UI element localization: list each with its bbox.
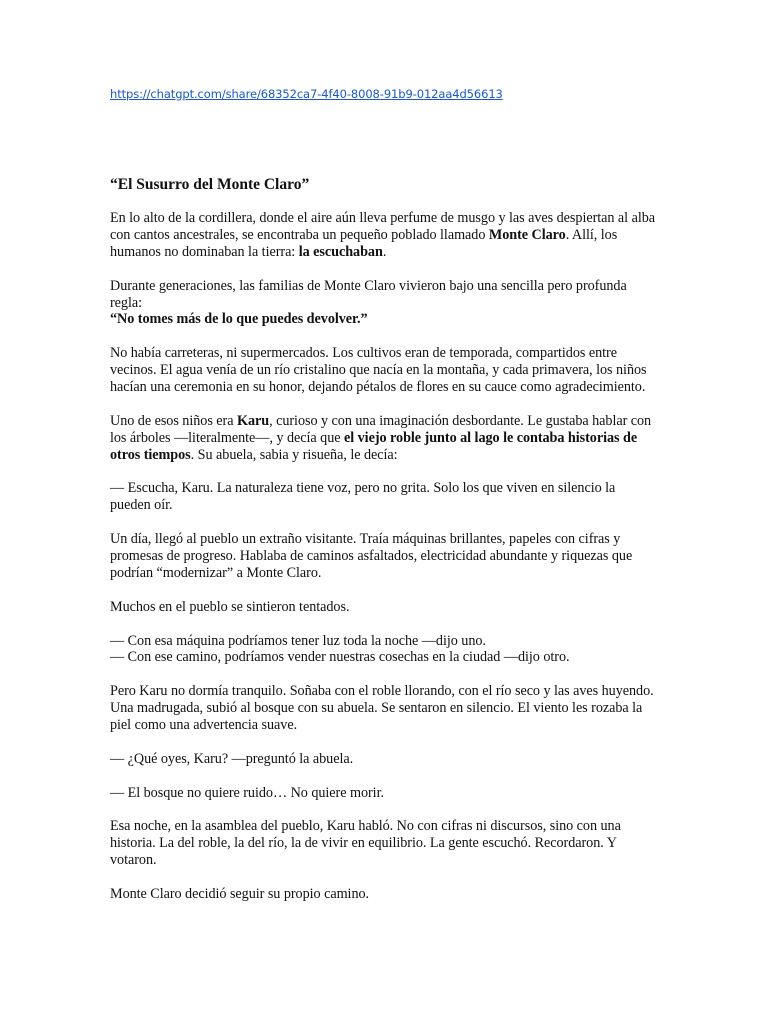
story-body <box>110 210 658 920</box>
share-link[interactable]: https://chatgpt.com/share/68352ca7-4f40-8008-91b9-012aa4d56613 <box>110 87 503 101</box>
paragraph-2-rule: “No tomes más de lo que puedes devolver.” <box>110 311 368 328</box>
paragraph-12: Esa noche, en la asamblea del pueblo, Karu habló. No con cifras ni discursos, sino con una historia. La del roble, la del río, la de vivir en equilibrio. La gente escuchó. Recordaron. Y votaron. <box>110 818 621 869</box>
paragraph-2 <box>110 278 658 329</box>
paragraph-11: — El bosque no quiere ruido… No quiere morir. <box>110 784 384 801</box>
paragraph-1-text-a: En lo alto de la cordillera, donde el aire aún lleva perfume de musgo y las aves despiertan al alba con cantos ancestrales, se encontraba un pequeño poblado llamado <box>110 210 655 243</box>
paragraph-4-text-a: Uno de esos niños era <box>110 412 237 429</box>
paragraph-1-text-d: . <box>382 243 387 260</box>
paragraph-4-bold-roble: el viejo roble junto al lago le contaba historias de otros tiempos <box>110 429 638 463</box>
paragraph-13: Monte Claro decidió seguir su propio camino. <box>110 886 370 903</box>
paragraph-3: No había carreteras, ni supermercados. Los cultivos eran de temporada, compartidos entre vecinos. El agua venía de un río cristalino que nacía en la montaña, y cada primavera, los niños hacían una ceremonia en su honor, dejando pétalos de flores en su cauce como agradecimiento. <box>110 345 647 396</box>
paragraph-2-text: Durante generaciones, las familias de Monte Claro vivieron bajo una sencilla pero profunda regla: <box>110 277 627 311</box>
paragraph-5: — Escucha, Karu. La naturaleza tiene voz, pero no grita. Solo los que viven en silencio la pueden oír. <box>110 480 616 514</box>
paragraph-9: Pero Karu no dormía tranquilo. Soñaba con el roble llorando, con el río seco y las aves huyendo. Una madrugada, subió al bosque con su abuela. Se sentaron en silencio. El viento les rozaba la piel como una advertencia suave. <box>110 683 654 734</box>
paragraph-4 <box>110 413 658 464</box>
paragraph-10: — ¿Qué oyes, Karu? —preguntó la abuela. <box>110 750 354 767</box>
paragraph-1-bold-escuchaban: la escuchaban <box>298 243 383 260</box>
paragraph-4-text-c: , curioso y con una imaginación desbordante. Le gustaba hablar con los árboles —literalmente—, y decía que <box>110 412 652 446</box>
paragraph-1-bold-monte-claro: Monte Claro <box>488 226 566 243</box>
paragraph-4-text-d: . Su abuela, sabia y risueña, le decía: <box>190 446 398 463</box>
paragraph-4-bold-karu: Karu <box>236 412 270 429</box>
paragraph-8b: — Con ese camino, podríamos vender nuestras cosechas en la ciudad —dijo otro. <box>110 649 570 666</box>
paragraph-6: Un día, llegó al pueblo un extraño visitante. Traía máquinas brillantes, papeles con cifras y promesas de progreso. Hablaba de caminos asfaltados, electricidad abundante y riquezas que podrían “modernizar” a Monte Claro. <box>110 531 633 581</box>
paragraph-7: Muchos en el pueblo se sintieron tentados. <box>110 598 350 615</box>
story-title: “El Susurro del Monte Claro” <box>110 176 310 193</box>
paragraph-1 <box>110 210 658 261</box>
paragraph-8a: — Con esa máquina podríamos tener luz toda la noche —dijo uno. <box>110 632 486 649</box>
paragraph-1-text-c: . Allí, los humanos no dominaban la tierra: <box>110 226 618 260</box>
